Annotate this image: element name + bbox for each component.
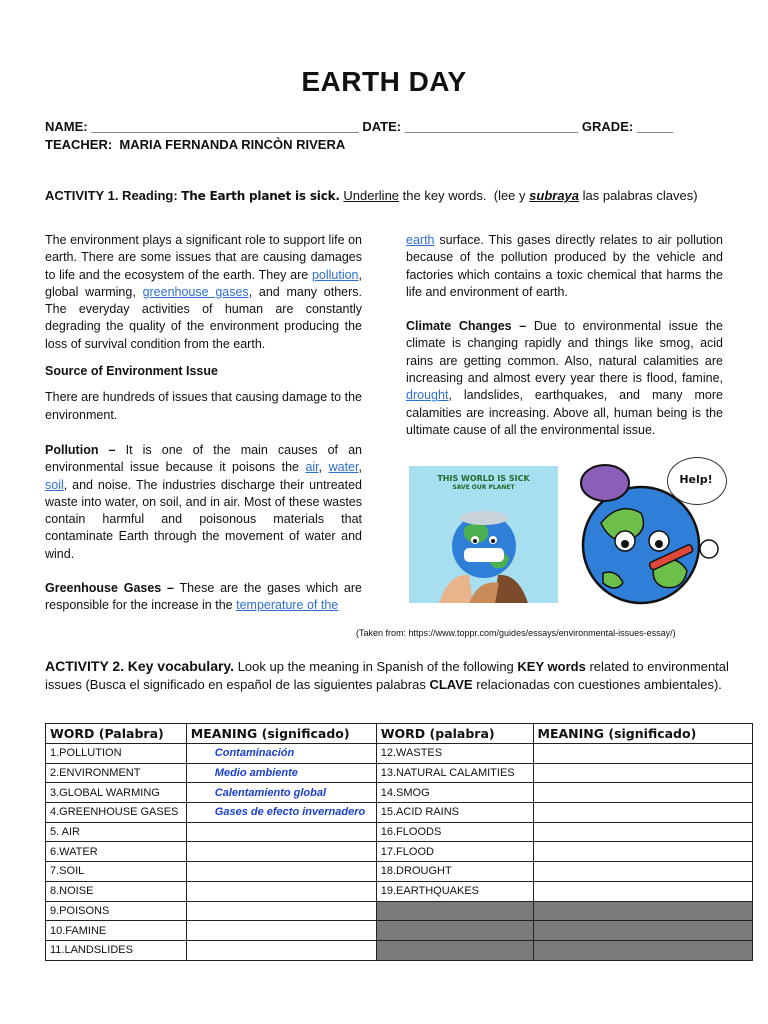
- table-row: [46, 921, 753, 941]
- intro-paragraph: [45, 232, 362, 353]
- table-row: [46, 783, 753, 803]
- earth-link[interactable]: earth: [406, 233, 435, 247]
- continued-paragraph: [406, 232, 723, 301]
- greenhouse-heading: Greenhouse Gases –: [45, 581, 174, 596]
- intro-text-c: , and many others. The everyday activities of human are constantly degrading the quality of the environment producing the loss of survival condition from the earth.: [45, 284, 363, 351]
- teacher-label: TEACHER:: [45, 137, 113, 152]
- vocabulary-table: [45, 723, 753, 961]
- shaded-cell: [533, 921, 752, 941]
- activity2-label: ACTIVITY 2.: [45, 658, 125, 674]
- meaning-cell[interactable]: [186, 842, 376, 862]
- meaning-cell[interactable]: [533, 803, 752, 823]
- sep: ,: [318, 460, 323, 475]
- date-blank[interactable]: ________________________: [404, 119, 579, 134]
- table-row: [46, 940, 753, 960]
- word-cell: 10.FAMINE: [46, 921, 187, 941]
- meaning-cell[interactable]: Medio ambiente: [186, 763, 376, 783]
- activity2-sublabel: Key vocabulary.: [127, 658, 235, 674]
- word-cell: 7.SOIL: [46, 862, 187, 882]
- greenhouse-text: These are the gases which are responsible for the increase in the: [45, 581, 362, 613]
- word-cell: 15.ACID RAINS: [376, 803, 533, 823]
- meaning-cell[interactable]: [186, 921, 376, 941]
- table-row: [46, 744, 753, 764]
- meaning-cell[interactable]: [186, 822, 376, 842]
- soil-link[interactable]: soil: [45, 477, 64, 492]
- word-cell: 6.WATER: [46, 842, 187, 862]
- table-row: [46, 901, 753, 921]
- word-cell: 3.GLOBAL WARMING: [46, 783, 187, 803]
- shaded-cell: [376, 901, 533, 921]
- meaning-cell[interactable]: [533, 783, 752, 803]
- header-word-1: WORD (Palabra): [46, 724, 187, 744]
- word-cell: 4.GREENHOUSE GASES: [46, 803, 187, 823]
- greenhouse-paragraph: [45, 580, 362, 615]
- shaded-cell: [533, 940, 752, 960]
- name-date-grade-line: [45, 119, 673, 134]
- name-label: NAME:: [45, 119, 88, 134]
- poster-line1: THIS WORLD IS SICK: [437, 474, 530, 483]
- sick-earth-illustration: [409, 466, 558, 603]
- sad-earth-cartoon: [563, 453, 728, 608]
- word-cell: 18.DROUGHT: [376, 862, 533, 882]
- word-cell: 5. AIR: [46, 822, 187, 842]
- pollution-heading: Pollution –: [45, 442, 116, 457]
- table-header-row: [46, 724, 753, 744]
- meaning-cell[interactable]: Contaminación: [186, 744, 376, 764]
- meaning-cell[interactable]: [533, 744, 752, 764]
- shaded-cell: [376, 921, 533, 941]
- grade-blank[interactable]: _____: [636, 119, 673, 134]
- activity2-text-a: Look up the meaning in Spanish of the following: [237, 659, 514, 674]
- help-text: Help!: [679, 473, 713, 486]
- shaded-cell: [533, 901, 752, 921]
- word-cell: 14.SMOG: [376, 783, 533, 803]
- underline-word: Underline: [343, 188, 400, 203]
- word-cell: 1.POLLUTION: [46, 744, 187, 764]
- word-cell: 16.FLOODS: [376, 822, 533, 842]
- word-cell: 13.NATURAL CALAMITIES: [376, 763, 533, 783]
- pollution-paragraph: [45, 442, 362, 563]
- word-cell: 12.WASTES: [376, 744, 533, 764]
- word-cell: 8.NOISE: [46, 881, 187, 901]
- drought-link[interactable]: drought: [406, 388, 449, 403]
- intro-text-b: , global warming,: [45, 267, 362, 299]
- meaning-cell[interactable]: [186, 901, 376, 921]
- air-link[interactable]: air: [305, 460, 319, 475]
- activity2-text-b: related to environmental issues (Busca el significado en español de las siguientes palabras: [45, 659, 729, 692]
- table-row: [46, 822, 753, 842]
- greenhouse-gases-link[interactable]: greenhouse gases: [142, 284, 249, 299]
- activity2-text-c: relacionadas con cuestiones ambientales).: [476, 676, 722, 692]
- table-row: [46, 763, 753, 783]
- header-meaning-2: MEANING (significado): [533, 724, 752, 744]
- spanish-instruction-close: las palabras claves): [582, 188, 698, 203]
- meaning-cell[interactable]: [533, 763, 752, 783]
- instruction-text: the key words.: [402, 188, 487, 203]
- meaning-cell[interactable]: [533, 842, 752, 862]
- meaning-cell[interactable]: Gases de efecto invernadero: [186, 803, 376, 823]
- source-heading: Source of Environment Issue: [45, 364, 218, 379]
- source-paragraph: There are hundreds of issues that causing damage to the environment.: [45, 390, 362, 422]
- word-cell: 2.ENVIRONMENT: [46, 763, 187, 783]
- water-link[interactable]: water: [328, 460, 359, 475]
- right-column: [406, 232, 723, 439]
- left-column: [45, 232, 362, 615]
- sep: ,: [358, 460, 362, 475]
- meaning-cell[interactable]: [533, 862, 752, 882]
- teacher-name: MARIA FERNANDA RINCÒN RIVERA: [119, 137, 346, 152]
- intro-text-a: The environment plays a significant role to support life on earth. There are some issues that are causing damages to life and the ecosystem of the earth. They are: [45, 233, 362, 282]
- sick-world-poster: [409, 466, 558, 603]
- source-note: (Taken from: https://www.toppr.com/guides/essays/environmental-issues-essay/): [356, 628, 676, 638]
- meaning-cell[interactable]: [186, 940, 376, 960]
- activity1-instruction: [45, 188, 698, 203]
- word-cell: 9.POISONS: [46, 901, 187, 921]
- header-word-2: WORD (palabra): [376, 724, 533, 744]
- activity1-topic: The Earth planet is sick.: [181, 189, 340, 203]
- table-row: [46, 803, 753, 823]
- continued-text: surface. This gases directly relates to air pollution because of the pollution produced by the vehicle and factories which contains a toxic chemical that harms the life and environment of earth.: [406, 233, 723, 299]
- activity1-label: ACTIVITY 1. Reading:: [45, 188, 178, 203]
- climate-text-b: , landslides, earthquakes, and many more calamities are increasing. Above all, human being is the ultimate cause of all the environmental issue.: [406, 388, 723, 437]
- table-row: [46, 881, 753, 901]
- table-row: [46, 842, 753, 862]
- teacher-line: [45, 137, 345, 152]
- subraya-word: subraya: [529, 188, 580, 203]
- clave-text: CLAVE: [429, 676, 473, 692]
- activity2-instruction: [45, 658, 735, 693]
- word-cell: 17.FLOOD: [376, 842, 533, 862]
- spanish-instruction-open: (lee y: [493, 188, 526, 203]
- meaning-cell[interactable]: [186, 862, 376, 882]
- climate-heading: Climate Changes –: [406, 319, 527, 334]
- date-label: DATE:: [362, 119, 402, 134]
- grade-label: GRADE:: [581, 119, 634, 134]
- pollution-link[interactable]: pollution: [311, 267, 359, 282]
- climate-paragraph: [406, 318, 723, 439]
- header-meaning-1: MEANING (significado): [186, 724, 376, 744]
- meaning-cell[interactable]: [533, 822, 752, 842]
- table-row: [46, 862, 753, 882]
- pollution-text-a: It is one of the main causes of an environmental issue because it poisons the: [45, 442, 362, 475]
- temperature-link[interactable]: temperature of the: [236, 598, 339, 613]
- word-cell: 11.LANDSLIDES: [46, 940, 187, 960]
- meaning-cell[interactable]: [533, 881, 752, 901]
- shaded-cell: [376, 940, 533, 960]
- poster-line2: SAVE OUR PLANET: [452, 484, 515, 491]
- pollution-text-b: , and noise. The industries discharge their untreated waste into water, on soil, and in air. Most of these wastes contain harmful and poisonous materials that contaminate Earth through the movement of water and wind.: [45, 477, 362, 561]
- meaning-cell[interactable]: Calentamiento global: [186, 783, 376, 803]
- meaning-cell[interactable]: [186, 881, 376, 901]
- name-blank[interactable]: _____________________________________: [91, 119, 359, 134]
- climate-text-a: Due to environmental issue the climate is changing rapidly and things like smog, acid rains are getting common. Also, natural calamities are increasing and almost every year there is flood, famine,: [406, 319, 723, 386]
- key-words-text: KEY words: [517, 659, 586, 674]
- page-title: EARTH DAY: [301, 66, 467, 97]
- word-cell: 19.EARTHQUAKES: [376, 881, 533, 901]
